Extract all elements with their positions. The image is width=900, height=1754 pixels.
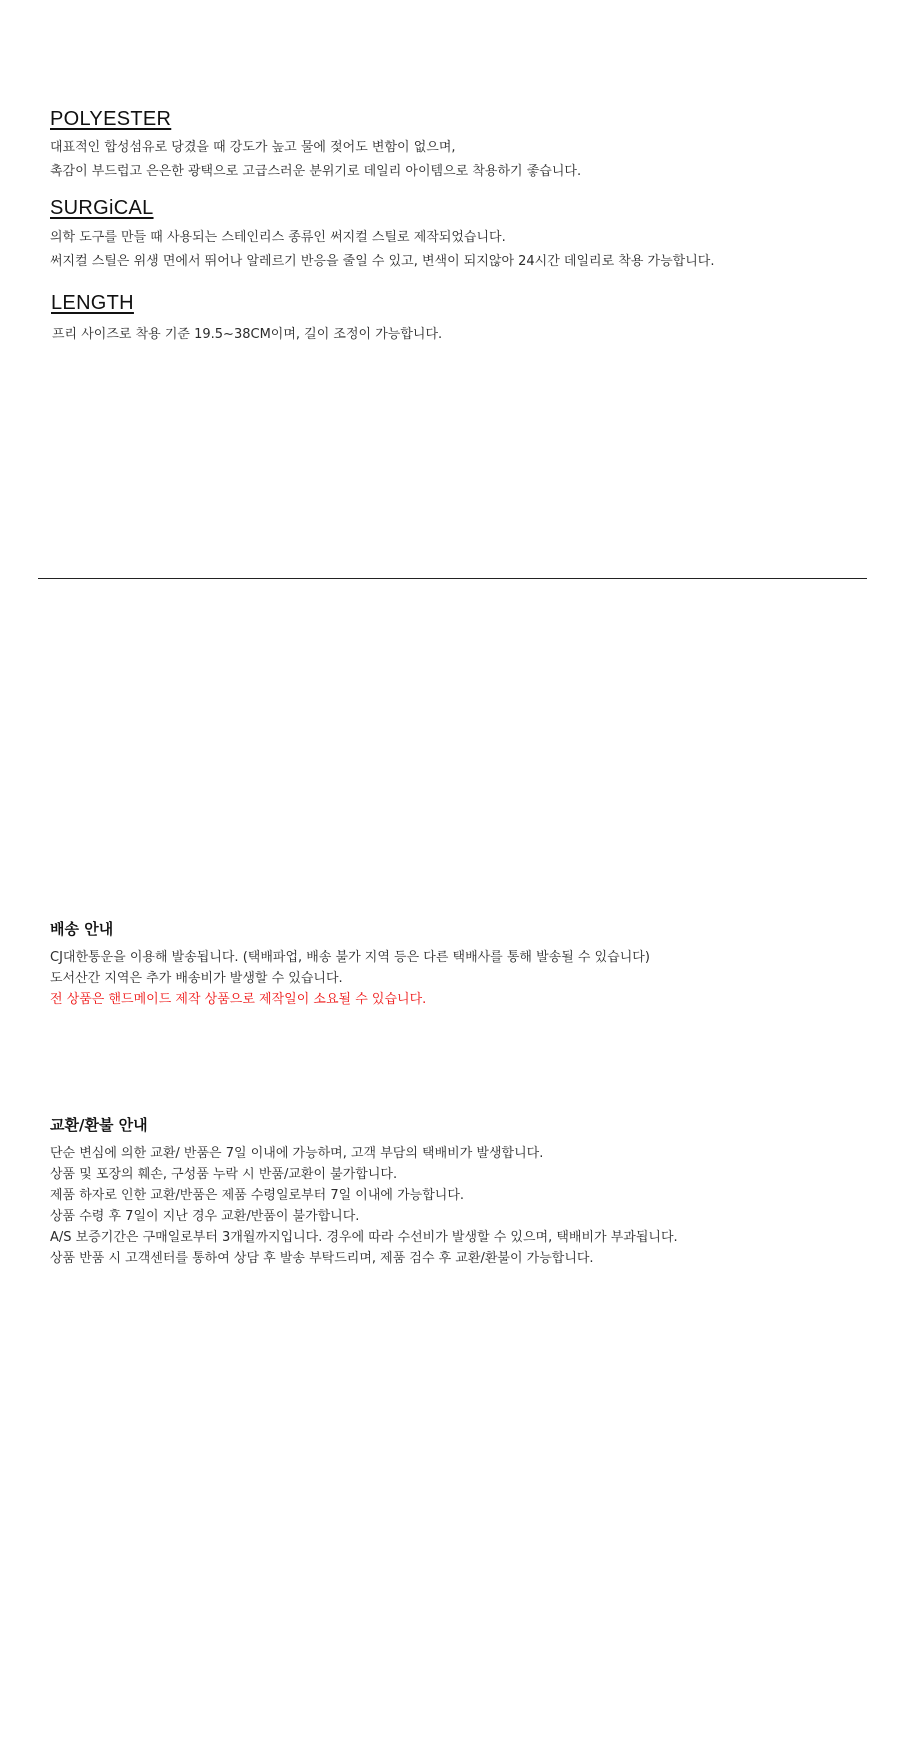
exchange-line-5: A/S 보증기간은 구매일로부터 3개월까지입니다. 경우에 따라 수선비가 발생할 수 있으며, 택배비가 부과됩니다.: [50, 1230, 678, 1245]
polyester-heading: POLYESTER: [50, 108, 172, 130]
polyester-description: [50, 136, 581, 184]
length-description: [52, 323, 442, 347]
shipping-handmade-notice: 전 상품은 핸드메이드 제작 상품으로 제작일이 소요될 수 있습니다.: [50, 992, 427, 1007]
shipping-title: 배송 안내: [50, 920, 114, 938]
shipping-line-2: 도서산간 지역은 추가 배송비가 발생할 수 있습니다.: [50, 971, 343, 986]
surgical-line-2: 써지컬 스틸은 위생 면에서 뛰어나 알레르기 반응을 줄일 수 있고, 변색이 되지않아 24시간 데일리로 착용 가능합니다.: [50, 254, 715, 269]
shipping-line-1: CJ대한통운을 이용해 발송됩니다. (택배파업, 배송 불가 지역 등은 다른 택배사를 통해 발송될 수 있습니다): [50, 950, 650, 965]
shipping-details: [50, 947, 650, 1010]
polyester-line-2: 촉감이 부드럽고 은은한 광택으로 고급스러운 분위기로 데일리 아이템으로 착용하기 좋습니다.: [50, 164, 582, 179]
exchange-line-6: 상품 반품 시 고객센터를 통하여 상담 후 발송 부탁드리며, 제품 검수 후 교환/환불이 가능합니다.: [50, 1251, 594, 1266]
surgical-heading: SURGiCAL: [50, 197, 154, 219]
polyester-line-1: 대표적인 합성섬유로 당겼을 때 강도가 높고 물에 젖어도 변함이 없으며,: [50, 140, 456, 155]
surgical-description: [50, 226, 714, 274]
surgical-line-1: 의학 도구를 만들 때 사용되는 스테인리스 종류인 써지컬 스틸로 제작되었습니다.: [50, 230, 506, 245]
exchange-title: 교환/환불 안내: [50, 1116, 148, 1134]
exchange-line-1: 단순 변심에 의한 교환/ 반품은 7일 이내에 가능하며, 고객 부담의 택배비가 발생합니다.: [50, 1146, 544, 1161]
exchange-line-3: 제품 하자로 인한 교환/반품은 제품 수령일로부터 7일 이내에 가능합니다.: [50, 1188, 465, 1203]
exchange-details: [50, 1143, 678, 1269]
length-line-1: 프리 사이즈로 착용 기준 19.5~38CM이며, 길이 조정이 가능합니다.: [52, 327, 443, 342]
exchange-line-2: 상품 및 포장의 훼손, 구성품 누락 시 반품/교환이 불가합니다.: [50, 1167, 398, 1182]
section-divider: [38, 578, 867, 579]
length-heading: LENGTH: [51, 292, 134, 314]
exchange-line-4: 상품 수령 후 7일이 지난 경우 교환/반품이 불가합니다.: [50, 1209, 360, 1224]
